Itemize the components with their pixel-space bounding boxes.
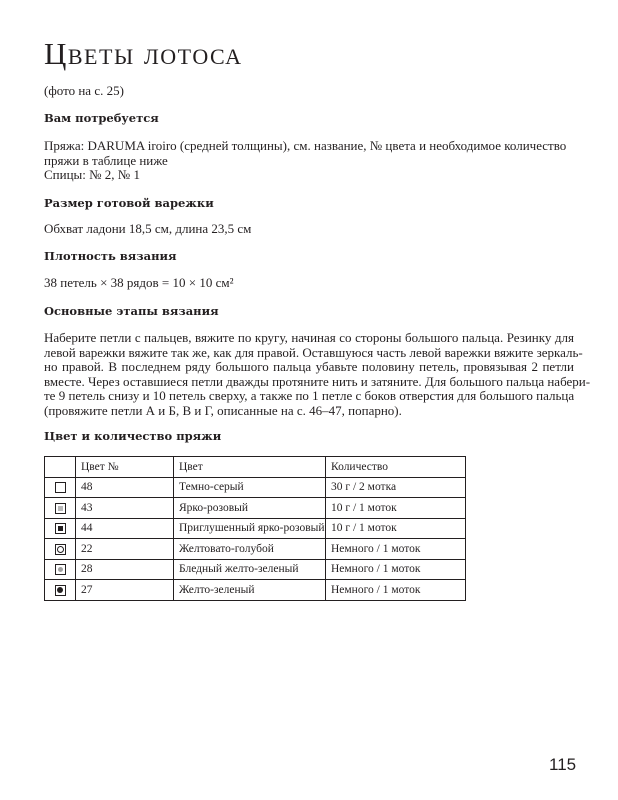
ring-square-icon [55, 544, 66, 555]
table-row [45, 539, 466, 560]
color-number-cell: 28 [76, 559, 174, 580]
color-name-cell: Ярко-розовый [174, 498, 326, 519]
swatch-cell [45, 580, 76, 601]
light-filled-square-icon [55, 503, 66, 514]
colors-heading: Цвет и количество пряжи [44, 429, 222, 443]
steps-text [44, 330, 591, 419]
color-name-cell: Желтовато-голубой [174, 539, 326, 560]
swatch-cell [45, 559, 76, 580]
photo-reference: (фото на с. 25) [44, 83, 124, 98]
page-number: 115 [549, 755, 577, 774]
color-number-cell: 48 [76, 477, 174, 498]
color-number-cell: 22 [76, 539, 174, 560]
steps-line: левой варежки вяжите так же, как для правой. Оставшуюся часть левой варежки вяжите зеркаль- [44, 344, 583, 360]
swatch-cell [45, 518, 76, 539]
column-header-color: Цвет [174, 457, 326, 478]
color-name-cell: Темно-серый [174, 477, 326, 498]
steps-line: вместе. Через оставшиеся петли дважды протяните нить и затяните. Для большого пальца набери- [44, 373, 591, 389]
table-row [45, 498, 466, 519]
materials-line: Пряжа: DARUMA iroiro (средней толщины), см. название, № цвета и необходимое количество [44, 138, 567, 153]
column-header-quantity: Количество [326, 457, 466, 478]
quantity-cell: 30 г / 2 мотка [326, 477, 466, 498]
gauge-text [44, 276, 574, 291]
swatch-cell [45, 477, 76, 498]
color-number-cell: 43 [76, 498, 174, 519]
steps-line: (провяжите петли А и Б, В и Г, описанные на с. 46–47, попарно). [44, 402, 402, 418]
color-name-cell: Бледный желто-зеленый [174, 559, 326, 580]
color-name-cell: Приглушенный ярко-розовый [174, 518, 326, 539]
table-row [45, 477, 466, 498]
column-header-number: Цвет № [76, 457, 174, 478]
color-name-cell: Желто-зеленый [174, 580, 326, 601]
steps-line: Наберите петли с пальцев, вяжите по кругу, начиная со стороны большого пальца. Резинку для [44, 330, 574, 345]
swatch-column-header [45, 457, 76, 478]
materials-heading: Вам потребуется [44, 111, 159, 125]
gauge-line: 38 петель × 38 рядов = 10 × 10 см² [44, 275, 234, 290]
table-row [45, 580, 466, 601]
color-number-cell: 44 [76, 518, 174, 539]
table-header-row [45, 457, 466, 478]
materials-text [44, 139, 574, 183]
light-dot-square-icon [55, 564, 66, 575]
quantity-cell: Немного / 1 моток [326, 580, 466, 601]
quantity-cell: Немного / 1 моток [326, 539, 466, 560]
page-title: Цветы лотоса [44, 36, 243, 71]
steps-line: те 9 петель снизу и 10 петель сверху, а также по 1 петле с боков отверстия для большого пальца [44, 388, 575, 404]
yarn-color-table [44, 456, 466, 601]
color-number-cell: 27 [76, 580, 174, 601]
quantity-cell: 10 г / 1 моток [326, 518, 466, 539]
table-row [45, 559, 466, 580]
swatch-cell [45, 498, 76, 519]
size-text [44, 222, 574, 237]
materials-line: Спицы: № 2, № 1 [44, 167, 140, 183]
gauge-heading: Плотность вязания [44, 249, 177, 263]
empty-square-icon [55, 482, 66, 493]
quantity-cell: 10 г / 1 моток [326, 498, 466, 519]
steps-heading: Основные этапы вязания [44, 304, 219, 318]
swatch-cell [45, 539, 76, 560]
dark-filled-square-icon [55, 523, 66, 534]
dark-dot-square-icon [55, 585, 66, 596]
quantity-cell: Немного / 1 моток [326, 559, 466, 580]
size-line: Обхват ладони 18,5 см, длина 23,5 см [44, 221, 252, 236]
steps-line: но правой. В последнем ряду большого пальца убавьте половину петель, провязывая 2 петли [44, 359, 574, 375]
size-heading: Размер готовой варежки [44, 196, 214, 210]
table-row [45, 518, 466, 539]
materials-line: пряжи в таблице ниже [44, 152, 168, 168]
